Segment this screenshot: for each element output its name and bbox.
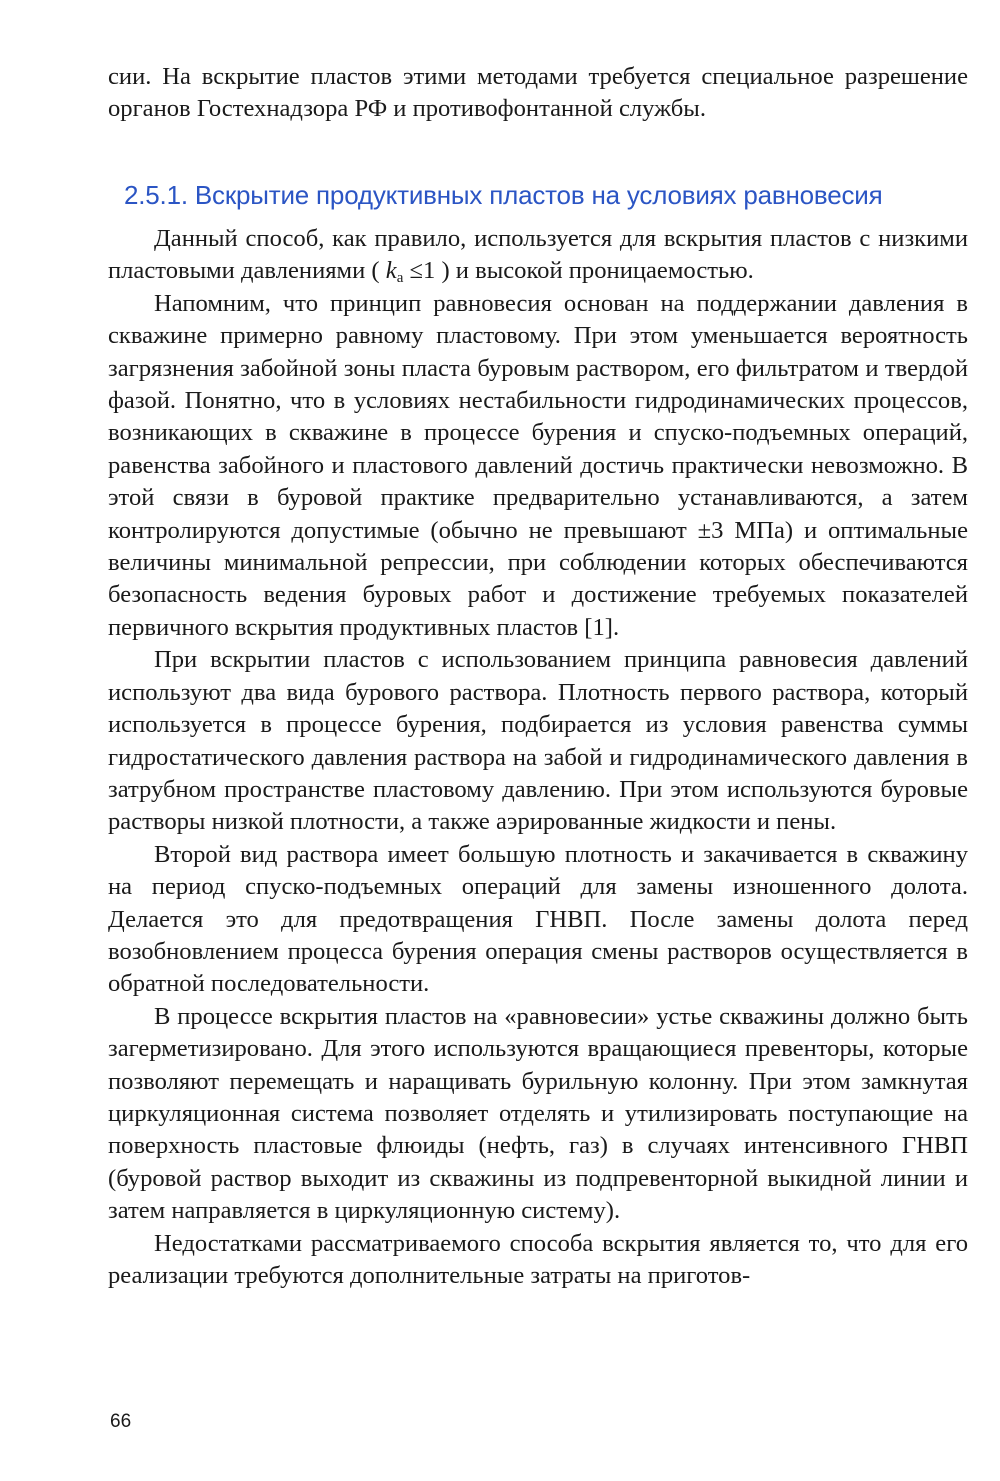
page-number: 66 [110, 1411, 132, 1432]
paragraph-1-before: Данный способ, как правило, используется для вскрытия пластов с низкими пластовыми давлениями ( [108, 225, 968, 285]
formula-variable: k [385, 257, 397, 285]
paragraph-5: В процессе вскрытия пластов на «равновесии» устье скважины должно быть загерметизировано. Для этого используются вращающиеся превенторы, которые позволяют перемещать и наращивать бурильную колонну. При этом замкнутая циркуляционная система позволяет отделять и утилизировать поступающие на поверхность пластовые флюиды (нефть, газ) в случаях интенсивного ГНВП (буровой раствор выходит из скважины из подпревенторной выкидной линии и затем направляется в циркуляционную систему). [108, 1002, 968, 1225]
paragraph-6: Недостатками рассматриваемого способа вскрытия является то, что для его реализации требуются дополнительные затраты на приготов- [108, 1229, 968, 1289]
pressure-coefficient-formula [380, 257, 442, 287]
formula-relation: ≤1 [403, 257, 436, 285]
paragraph-3: При вскрытии пластов с использованием принципа равновесия давлений используют два вида бурового раствора. Плотность первого раствора, который используется в процессе бурения, подбирается из условия равенства суммы гидростатического давления раствора на забой и гидродинамического давления в затрубном пространстве пластовому давлению. При этом используются буровые растворы низкой плотности, а также аэрированные жидкости и пены. [108, 646, 968, 836]
section-body [108, 223, 968, 1292]
paragraph-4: Второй вид раствора имеет большую плотность и закачивается в скважину на период спуско-подъемных операций для замены изношенного долота. Делается это для предотвращения ГНВП. После замены долота перед возобновлением процесса бурения операция смены растворов осуществляется в обратной последовательности. [108, 840, 968, 998]
section-heading: 2.5.1. Вскрытие продуктивных пластов на условиях равновесия [124, 180, 883, 210]
formula-subscript: a [396, 270, 404, 287]
paragraph-1-after: ) и высокой проницаемостью. [441, 257, 754, 285]
paragraph-2: Напомним, что принцип равновесия основан на поддержании давления в скважине примерно равному пластовому. При этом уменьшается вероятность загрязнения забойной зоны пласта буровым раствором, его фильтратом и твердой фазой. Понятно, что в условиях нестабильности гидродинамических процессов, возникающих в скважине в процессе бурения и спуско-подъемных операций, равенства забойного и пластового давлений достичь практически невозможно. В этой связи в буровой практике предварительно устанавливаются, а затем контролируются допустимые (обычно не превышают ±3 МПа) и оптимальные величины минимальной репрессии, при соблюдении которых обеспечиваются безопасность ведения буровых работ и достижение требуемых показателей первичного вскрытия продуктивных пластов [1]. [108, 289, 968, 641]
paragraph-1 [108, 223, 968, 288]
lead-paragraph: сии. На вскрытие пластов этими методами требуется специальное разрешение органов Гостехнадзора РФ и противофонтанной службы. [108, 63, 968, 123]
